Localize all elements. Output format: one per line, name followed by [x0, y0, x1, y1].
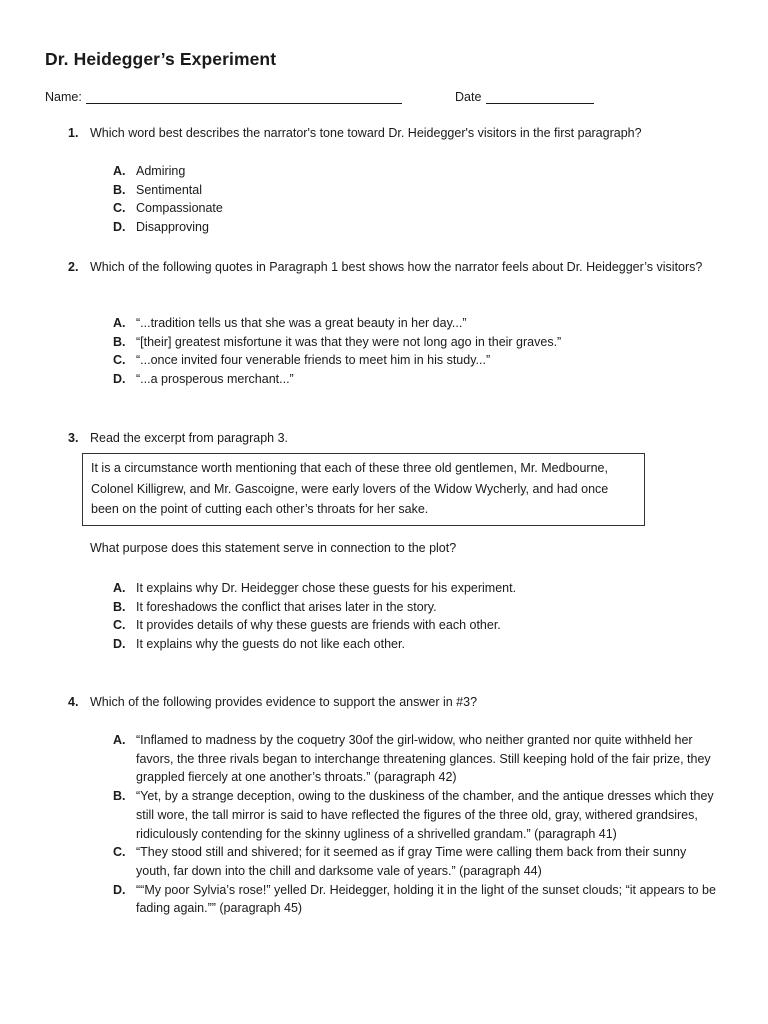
option-c[interactable]	[113, 616, 723, 635]
option-a[interactable]	[113, 314, 723, 333]
option-letter: B.	[113, 599, 126, 614]
option-letter: A.	[113, 733, 126, 747]
option-d[interactable]	[113, 881, 718, 918]
date-label: Date	[455, 90, 482, 104]
option-letter: C.	[113, 618, 126, 633]
option-text: It explains why Dr. Heidegger chose these guests for his experiment.	[136, 581, 517, 595]
option-a[interactable]	[113, 731, 718, 787]
name-label: Name:	[45, 90, 82, 104]
name-blank-line[interactable]	[86, 103, 402, 104]
option-letter: B.	[113, 789, 126, 804]
question-stem: Which of the following provides evidence to support the answer in #3?	[90, 695, 478, 709]
option-d[interactable]	[113, 218, 723, 237]
option-a[interactable]	[113, 579, 723, 598]
option-c[interactable]	[113, 199, 723, 218]
option-text: “...tradition tells us that she was a great beauty in her day...”	[136, 316, 467, 330]
option-letter: B.	[113, 334, 126, 349]
question-stem: Which word best describes the narrator's tone toward Dr. Heidegger's visitors in the first paragraph?	[90, 126, 642, 140]
page-title: Dr. Heidegger’s Experiment	[45, 49, 277, 69]
question-stem: Which of the following quotes in Paragraph 1 best shows how the narrator feels about Dr. Heidegger’s visitors?	[90, 260, 703, 274]
question-number: 2.	[68, 260, 79, 274]
option-text: ““My poor Sylvia’s rose!” yelled Dr. Heidegger, holding it in the light of the sunset clouds; “it appears to be fading again.”” (paragraph 45)	[136, 882, 716, 916]
option-text: “...a prosperous merchant...”	[136, 372, 294, 387]
question-1-options	[113, 162, 723, 237]
question-stem: Read the excerpt from paragraph 3.	[90, 431, 289, 445]
option-d[interactable]	[113, 370, 723, 389]
option-c[interactable]	[113, 843, 718, 880]
question-3-options	[113, 579, 723, 654]
option-text: “They stood still and shivered; for it seemed as if gray Time were calling them back from their sunny youth, far down into the chill and darksome vale of years.” (paragraph 44)	[136, 845, 687, 878]
date-blank-line[interactable]	[486, 103, 594, 104]
option-text: It provides details of why these guests are friends with each other.	[136, 618, 501, 633]
option-a[interactable]	[113, 162, 723, 181]
option-text: Sentimental	[136, 182, 203, 197]
option-text: Admiring	[136, 164, 186, 178]
option-letter: C.	[113, 353, 126, 368]
option-letter: C.	[113, 845, 126, 860]
option-letter: C.	[113, 201, 126, 216]
question-follow-up: What purpose does this statement serve in connection to the plot?	[90, 541, 457, 555]
option-text: It explains why the guests do not like each other.	[136, 637, 405, 652]
option-c[interactable]	[113, 351, 723, 370]
option-b[interactable]	[113, 598, 723, 617]
option-text: Compassionate	[136, 201, 223, 216]
option-letter: D.	[113, 637, 126, 652]
question-2-options	[113, 314, 723, 389]
option-letter: A.	[113, 164, 126, 178]
option-d[interactable]	[113, 635, 723, 654]
option-b[interactable]	[113, 787, 718, 843]
option-text: “Yet, by a strange deception, owing to the duskiness of the chamber, and the antique dresses which they still wore, the tall mirror is said to have reflected the figures of the three old, gray, withered grandsires, ridiculously contending for the skinny ugliness of a shrivelled grandam.” (paragraph 41)	[136, 789, 714, 841]
option-letter: D.	[113, 220, 126, 235]
option-letter: A.	[113, 581, 126, 595]
option-letter: B.	[113, 182, 126, 197]
option-b[interactable]	[113, 181, 723, 200]
option-text: “...once invited four venerable friends to meet him in his study...”	[136, 353, 491, 368]
option-text: “[their] greatest misfortune it was that they were not long ago in their graves.”	[136, 334, 562, 349]
excerpt-box: It is a circumstance worth mentioning that each of these three old gentlemen, Mr. Medbourne, Colonel Killigrew, and Mr. Gascoigne, were early lovers of the Widow Wycherly, and had once been on the point of cutting each other’s throats for her sake.	[82, 453, 645, 526]
question-number: 3.	[68, 431, 79, 445]
option-text: Disapproving	[136, 220, 209, 235]
option-letter: D.	[113, 882, 126, 897]
option-letter: D.	[113, 372, 126, 387]
option-text: “Inflamed to madness by the coquetry 30of the girl-widow, who neither granted nor quite withheld her favors, the three rivals began to interchange threatening glances. Still keeping hold of the fair prize, they grappled fiercely at one another’s throats.” (paragraph 42)	[136, 733, 711, 785]
question-4-options	[113, 731, 718, 918]
question-number: 1.	[68, 126, 79, 140]
option-letter: A.	[113, 316, 126, 330]
option-b[interactable]	[113, 333, 723, 352]
question-number: 4.	[68, 695, 79, 709]
option-text: It foreshadows the conflict that arises later in the story.	[136, 599, 437, 614]
